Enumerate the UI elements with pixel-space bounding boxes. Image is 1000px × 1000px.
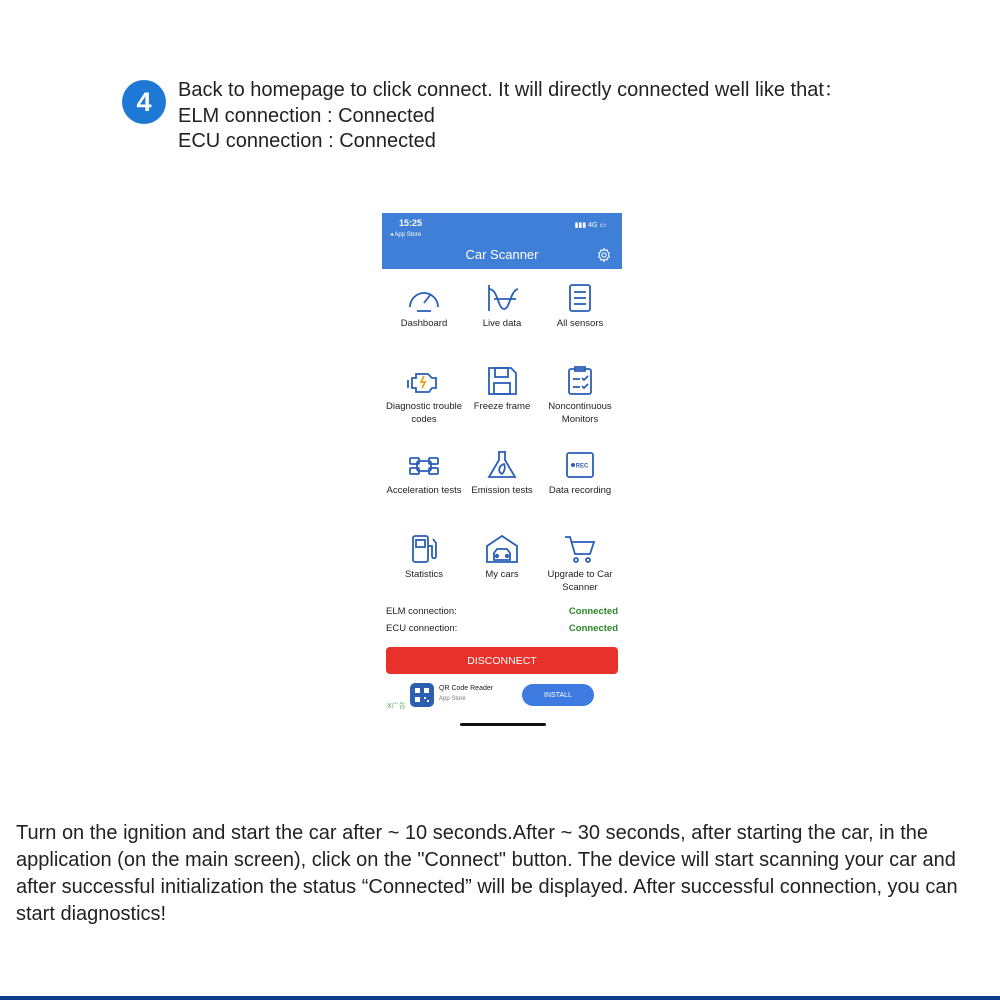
ecu-connection-status: Connected (568, 623, 618, 634)
bottom-divider (0, 996, 1000, 1000)
rec-icon (562, 450, 598, 480)
app-header (382, 213, 622, 269)
gear-icon[interactable] (596, 247, 612, 263)
tile-label: Noncontinuous Monitors (548, 401, 612, 425)
elm-connection-label: ELM connection: (386, 606, 457, 617)
wave-graph-icon (484, 283, 520, 313)
tile-label: Emission tests (471, 485, 533, 496)
tile-label: Freeze frame (473, 401, 531, 412)
step-line: ECU connection : Connected (178, 130, 436, 152)
floppy-disk-icon (484, 366, 520, 396)
checklist-icon (562, 366, 598, 396)
tile-all-sensors[interactable] (540, 283, 620, 330)
ad-marker[interactable]: X广告 (387, 703, 406, 710)
garage-icon (484, 534, 520, 564)
tile-label: Data recording (548, 485, 612, 496)
tile-acceleration-tests[interactable] (384, 450, 464, 497)
svg-text:REC: REC (575, 463, 589, 470)
tile-label: Live data (482, 318, 522, 329)
tile-data-recording[interactable] (540, 450, 620, 497)
list-icon (562, 283, 598, 313)
signal-indicator (575, 221, 606, 229)
tile-my-cars[interactable] (462, 534, 542, 581)
flask-leaf-icon (484, 450, 520, 480)
instructions-paragraph: Turn on the ignition and start the car after ~ 10 seconds.After ~ 30 seconds, after starting the car, in the application (on the main screen), click on the "Connect" button. The device will start scanning your car and after successful initialization the status “Connected” will be displayed. After successful connection, you can start diagnostics! (16, 822, 958, 925)
tile-emission-tests[interactable] (462, 450, 542, 497)
tile-upgrade[interactable] (540, 534, 620, 594)
ecu-connection-label: ECU connection: (386, 623, 458, 634)
tile-label: Upgrade to Car Scanner (547, 569, 613, 593)
phone-screenshot (382, 213, 622, 728)
ad-app-subtitle: App Store (439, 696, 466, 702)
cart-icon (562, 534, 598, 564)
speedometer-icon (406, 283, 442, 313)
tile-live-data[interactable] (462, 283, 542, 330)
signal-bars-icon: ▮▮▮ (574, 222, 587, 229)
tile-label: Statistics (404, 569, 443, 580)
tile-label: Diagnostic trouble codes (385, 401, 463, 425)
status-time: 15:25 (399, 218, 423, 228)
race-car-icon (406, 450, 442, 480)
tile-label: Dashboard (400, 318, 448, 329)
home-indicator[interactable] (460, 723, 546, 726)
install-button[interactable]: INSTALL (522, 684, 594, 706)
tile-freeze-frame[interactable] (462, 366, 542, 413)
disconnect-button[interactable]: DISCONNECT (386, 647, 618, 674)
back-to-app-store-link[interactable]: ◂ App Store (390, 232, 422, 238)
fuel-pump-icon (406, 534, 442, 564)
step-line: ELM connection : Connected (178, 104, 435, 127)
tile-dashboard[interactable] (384, 283, 464, 330)
ad-app-title: QR Code Reader (439, 685, 494, 692)
step-instructions (178, 78, 844, 155)
elm-connection-status: Connected (568, 606, 618, 617)
app-title: Car Scanner (465, 247, 539, 262)
network-type: 4G (588, 222, 598, 229)
tile-noncontinuous-monitors[interactable] (540, 366, 620, 426)
engine-icon (406, 366, 442, 396)
tile-statistics[interactable] (384, 534, 464, 581)
tile-label: Acceleration tests (386, 485, 462, 496)
tile-label: All sensors (556, 318, 604, 329)
tile-diagnostic-trouble-codes[interactable] (384, 366, 464, 426)
battery-icon: ▭ (599, 222, 606, 229)
qr-code-app-icon (410, 683, 434, 707)
tile-label: My cars (485, 569, 519, 580)
step-number-badge: 4 (122, 80, 166, 124)
step-line: Back to homepage to click connect. It will directly connected well like that： (178, 79, 844, 101)
